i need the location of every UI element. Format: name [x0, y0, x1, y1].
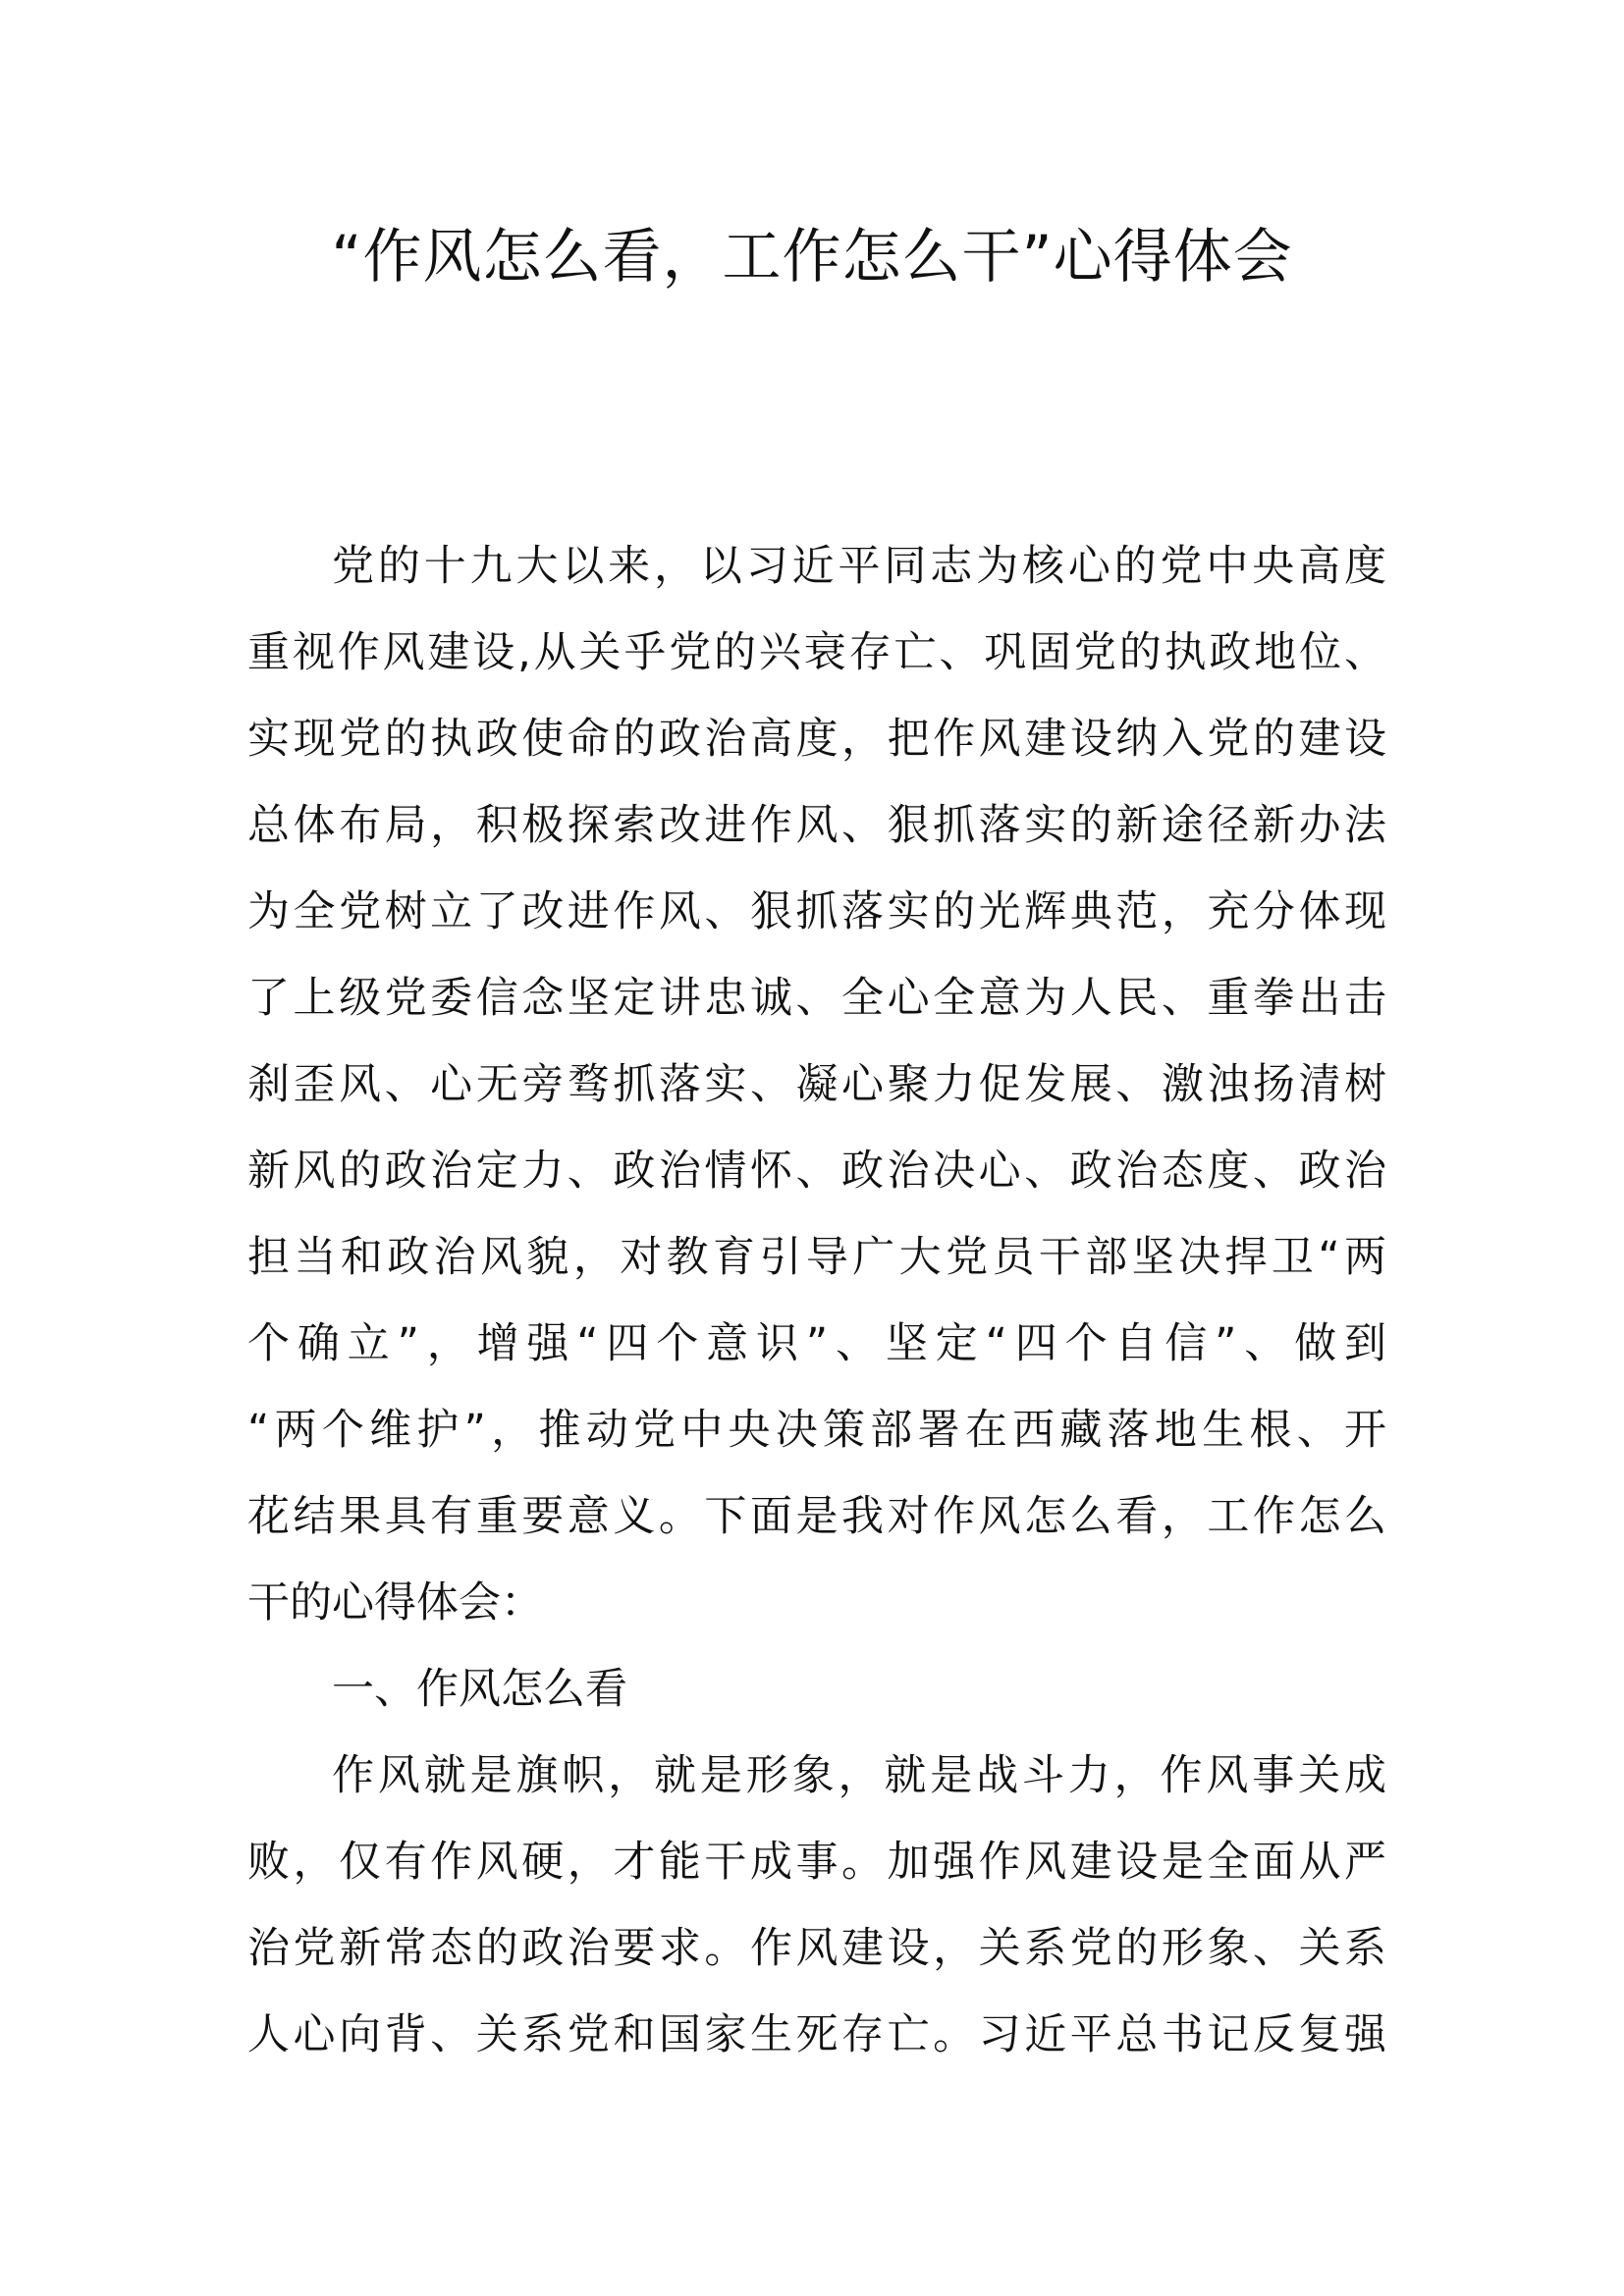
paragraph-1-line-10: 个确立”，增强“四个意识”、坚定“四个自信”、做到	[247, 1319, 1386, 1368]
paragraph-1-line-13: 干的心得体会：	[247, 1578, 543, 1628]
paragraph-2-line-3: 治党新常态的政治要求。作风建设，关系党的形象、关系	[247, 1924, 1386, 1973]
paragraph-1-line-12: 花结果具有重要意义。下面是我对作风怎么看，工作怎么	[247, 1492, 1386, 1541]
paragraph-1-line-8: 新风的政治定力、政治情怀、政治决心、政治态度、政治	[247, 1147, 1386, 1196]
paragraph-1-line-6: 了上级党委信念坚定讲忠诚、全心全意为人民、重拳出击	[247, 974, 1386, 1023]
paragraph-2-line-2: 败，仅有作风硬，才能干成事。加强作风建设是全面从严	[247, 1838, 1386, 1887]
paragraph-1-line-3: 实现党的执政使命的政治高度，把作风建设纳入党的建设	[247, 715, 1386, 764]
document-title: “作风怎么看，工作怎么干”心得体会	[331, 223, 1293, 292]
paragraph-1-line-4: 总体布局，积极探索改进作风、狠抓落实的新途径新办法	[247, 801, 1386, 850]
paragraph-1-line-1: 党的十九大以来，以习近平同志为核心的党中央高度	[332, 542, 1386, 591]
paragraph-1-line-9: 担当和政治风貌，对教育引导广大党员干部坚决捍卫“两	[247, 1233, 1386, 1282]
paragraph-1-line-11: “两个维护”，推动党中央决策部署在西藏落地生根、开	[247, 1406, 1386, 1455]
paragraph-2-line-1: 作风就是旗帜，就是形象，就是战斗力，作风事关成	[332, 1751, 1386, 1800]
document-body	[247, 523, 1386, 2078]
paragraph-1-line-2: 重视作风建设,从关乎党的兴衰存亡、巩固党的执政地位、	[247, 628, 1386, 677]
paragraph-1-line-7: 刹歪风、心无旁骛抓落实、凝心聚力促发展、激浊扬清树	[247, 1060, 1386, 1109]
paragraph-2-line-4: 人心向背、关系党和国家生死存亡。习近平总书记反复强	[247, 2010, 1386, 2059]
paragraph-1-line-5: 为全党树立了改进作风、狠抓落实的光辉典范，充分体现	[247, 887, 1386, 936]
section-heading-1: 一、作风怎么看	[332, 1665, 627, 1714]
